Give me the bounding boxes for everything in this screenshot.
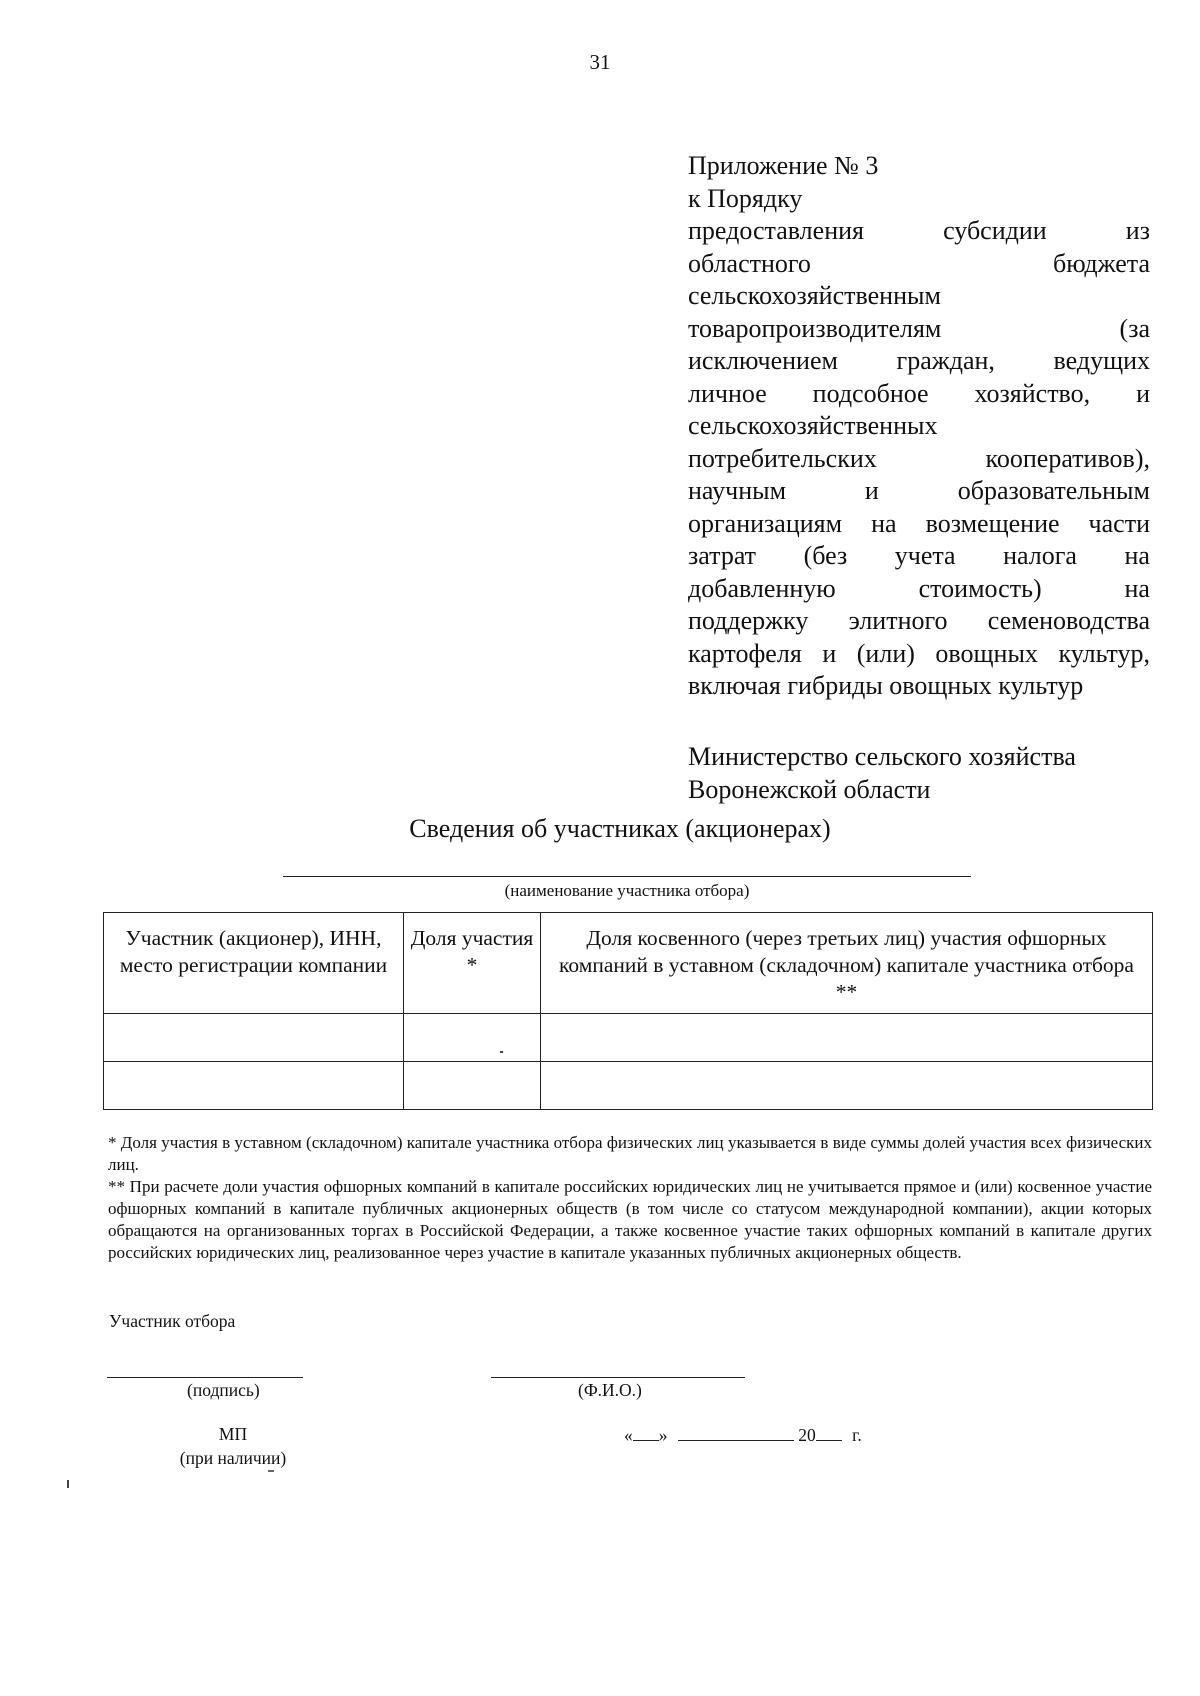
table-row	[104, 1062, 1153, 1110]
table-row	[104, 1014, 1153, 1062]
participant-name-caption: (наименование участника отбора)	[504, 881, 750, 900]
ministry-addressee	[688, 740, 1158, 806]
table-cell[interactable]	[104, 1014, 404, 1062]
table-cell[interactable]	[404, 1062, 541, 1110]
ministry-line-2: Воронежской области	[688, 775, 931, 804]
appendix-line: Приложение № 3	[688, 151, 879, 180]
stamp-label	[166, 1422, 300, 1470]
table-header-row	[104, 913, 1153, 1014]
stamp-label-line-1: МП	[218, 1424, 248, 1444]
table-cell[interactable]	[541, 1062, 1153, 1110]
date-month-blank[interactable]	[678, 1422, 794, 1441]
date-year-suffix: г.	[852, 1425, 862, 1445]
appendix-line: картофеля и (или) овощных культур,	[688, 638, 1150, 668]
appendix-line: товаропроизводителям (за	[688, 313, 1150, 343]
fio-field[interactable]	[491, 1377, 745, 1378]
footnotes	[108, 1132, 1152, 1264]
header-participant: Участник (акционер), ИНН, место регистрации компании	[104, 913, 404, 1014]
form-title-text: Сведения об участниках (акционерах)	[409, 814, 831, 843]
table-cell[interactable]	[104, 1062, 404, 1110]
participant-label: Участник отбора	[109, 1311, 236, 1331]
form-title	[0, 814, 1200, 844]
scan-artifact	[500, 1051, 503, 1053]
appendix-line: добавленную стоимость) на	[688, 573, 1150, 603]
table-cell[interactable]	[404, 1014, 541, 1062]
shareholders-table	[103, 912, 1153, 1110]
scan-artifact	[268, 1470, 274, 1472]
footnote-1: * Доля участия в уставном (складочном) капитале участника отбора физических лиц указывается в виде суммы долей участия всех физических лиц.	[108, 1133, 1152, 1174]
appendix-line: включая гибриды овощных культур	[688, 671, 1084, 700]
appendix-line: организациям на возмещение части	[688, 508, 1150, 538]
date-year-prefix: 20	[798, 1425, 816, 1445]
date-year-blank[interactable]	[816, 1422, 842, 1441]
appendix-line: сельскохозяйственных	[688, 411, 938, 440]
scan-artifact	[67, 1480, 69, 1488]
appendix-line: к Порядку	[688, 183, 803, 213]
appendix-line: исключением граждан, ведущих	[688, 346, 1150, 375]
appendix-line: потребительских кооперативов),	[688, 443, 1150, 473]
appendix-reference	[688, 150, 1150, 703]
stamp-label-line-2: (при наличии)	[179, 1448, 287, 1468]
header-offshore-share: Доля косвенного (через третьих лиц) участия офшорных компаний в уставном (складочном) капитале участника отбора **	[541, 913, 1153, 1014]
date-open-quote: «	[624, 1425, 633, 1445]
participant-name-field[interactable]	[283, 876, 971, 877]
date-close-quote: »	[658, 1425, 668, 1445]
header-share: Доля участия *	[404, 913, 541, 1014]
ministry-line-1: Министерство сельского хозяйства	[688, 742, 1076, 771]
date-field	[624, 1422, 862, 1446]
appendix-line: затрат (без учета налога на	[688, 541, 1150, 570]
signature-caption: (подпись)	[187, 1380, 260, 1400]
appendix-line: поддержку элитного семеноводства	[688, 606, 1150, 635]
fio-caption: (Ф.И.О.)	[578, 1380, 642, 1400]
table-cell[interactable]	[541, 1014, 1153, 1062]
appendix-line: личное подсобное хозяйство, и	[688, 378, 1150, 408]
appendix-line: областного бюджета	[688, 248, 1150, 278]
footnote-2: ** При расчете доли участия офшорных компаний в капитале российских юридических лиц не учитывается прямое и (или) косвенное участие офшорных компаний в капитале публичных акционерных обществ (в том числе со статусом международной компании), акции которых обращаются на организованных торгах в Российской Федерации, а также косвенное участие таких офшорных компаний в капитале других российских юридических лиц, реализованное через участие в капитале указанных публичных акционерных обществ.	[108, 1177, 1152, 1262]
appendix-line: научным и образовательным	[688, 476, 1150, 505]
date-day-blank[interactable]	[633, 1422, 659, 1441]
appendix-line: предоставления субсидии из	[688, 216, 1150, 245]
appendix-line: сельскохозяйственным	[688, 281, 941, 310]
signature-field[interactable]	[107, 1377, 303, 1378]
page-number: 31	[589, 50, 611, 74]
